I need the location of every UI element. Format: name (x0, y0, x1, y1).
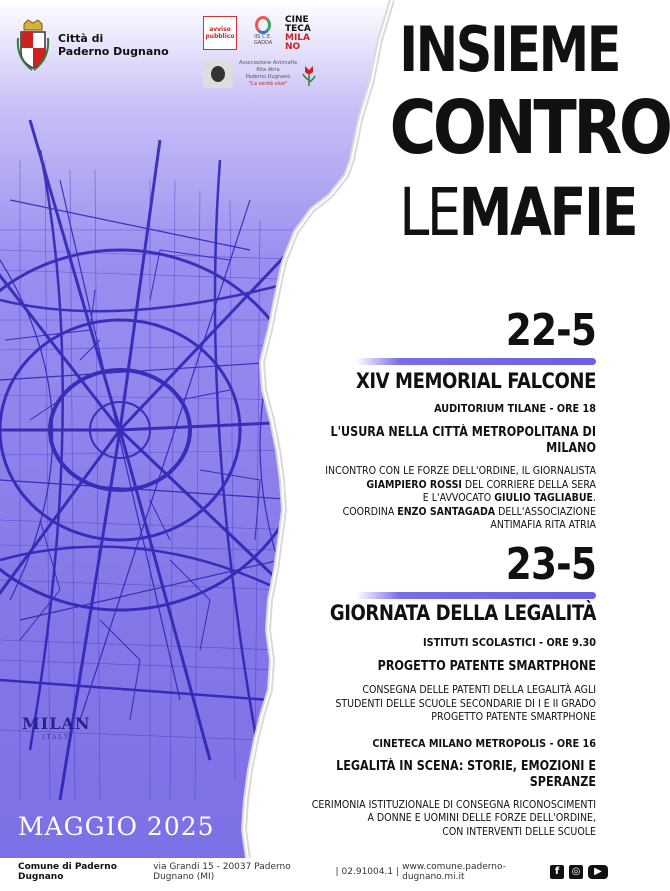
event2-subject2: LEGALITÀ IN SCENA: STORIE, EMOZIONI E SPERANZE (336, 758, 596, 790)
map-country-label: ITALY (42, 734, 70, 741)
event1-desc-line2-rest: DEL CORRIERE DELLA SERA (461, 478, 596, 491)
event2-desc1-line3: PROGETTO PATENTE SMARTPHONE (431, 711, 596, 723)
event2-date: 23-5 (505, 539, 596, 590)
title-line3 (399, 174, 637, 251)
event-month: MAGGIO 2025 (18, 812, 215, 841)
portrait-icon (211, 66, 225, 82)
event1-desc-line4-post: DELL'ASSOCIAZIONE (495, 505, 596, 518)
event2-description2 (266, 799, 596, 840)
cineteca-line2: TECA (285, 24, 311, 34)
event2-desc2-line3: CON INTERVENTI DELLE SCUOLE (442, 825, 596, 838)
event2-location2: CINETECA MILANO METROPOLIS - ORE 16 (372, 736, 596, 750)
youtube-icon[interactable]: ▶ (588, 865, 608, 879)
footer-org: Comune di Paderno Dugnano (18, 862, 117, 882)
event1-section (266, 305, 596, 365)
iis-gadda-text: IIS C.E. GADDA (253, 34, 273, 46)
municipality-logo (16, 18, 169, 72)
event1-desc-line4 (299, 506, 596, 520)
city-line2: Paderno Dugnano (58, 45, 169, 58)
avviso-pubblico-logo (203, 16, 237, 50)
event1-desc-line4-pre: COORDINA (342, 505, 398, 518)
event1-title: XIV MEMORIAL FALCONE (355, 369, 596, 393)
association-line1: Associazione Antimafia (239, 60, 297, 66)
instagram-icon[interactable]: ◎ (569, 865, 583, 879)
rita-atria-association-logo (238, 60, 298, 88)
event1-description (266, 465, 596, 533)
speaker-rossi: GIAMPIERO ROSSI (366, 478, 462, 491)
event2-desc1-line2: STUDENTI DELLE SCUOLE SECONDARIE DI I E II GRADO (335, 697, 596, 710)
event1-desc-line3 (299, 492, 596, 506)
partner-logos (203, 16, 323, 92)
footer-separator: | (335, 867, 339, 877)
event2-desc1-line1: CONSEGNA DELLE PATENTI DELLA LEGALITÀ AGLI (362, 684, 596, 696)
event2-description1 (266, 684, 596, 725)
poster-title (356, 13, 670, 251)
event1-desc-line3-post: . (592, 492, 596, 504)
speaker-tagliabue: GIULIO TAGLIABUE (494, 492, 593, 504)
title-mafie: MAFIE (458, 174, 637, 251)
association-line2: Rita Atria (256, 67, 280, 73)
swirl-icon (255, 16, 271, 34)
speaker-santagada: ENZO SANTAGADA (397, 505, 496, 518)
event1-date: 22-5 (505, 305, 596, 356)
footer-address: via Grandi 15 - 20037 Paderno Dugnano (MI) (153, 862, 291, 882)
tulip-icon (301, 62, 317, 86)
event1-location: AUDITORIUM TILANE - ORE 18 (434, 402, 596, 415)
event2-desc2-line1: CERIMONIA ISTITUZIONALE DI CONSEGNA RICONOSCIMENTI (311, 798, 596, 811)
event1-details (266, 368, 596, 533)
title-line1: INSIEME (399, 13, 620, 86)
facebook-icon[interactable]: f (550, 865, 564, 879)
event2-location1: ISTITUTI SCOLASTICI - ORE 9.30 (423, 636, 596, 649)
avviso-pubblico-text: avviso pubblico (205, 26, 235, 40)
footer (18, 862, 608, 882)
event2-section (266, 539, 596, 599)
map-city-label: MILAN (22, 714, 91, 733)
footer-phone: 02.91004.1 (341, 867, 394, 877)
cineteca-line4: NO (285, 42, 301, 52)
crest-icon (16, 18, 50, 72)
event1-desc-line1: INCONTRO CON LE FORZE DELL'ORDINE, IL GIORNALISTA (325, 465, 596, 477)
event2-title: GIORNATA DELLA LEGALITÀ (329, 601, 596, 625)
cineteca-line3: MILA (285, 33, 311, 43)
iis-gadda-logo (245, 16, 281, 50)
event2-details (266, 600, 596, 839)
event2-desc2-line2: A DONNE E UOMINI DELLE FORZE DELL'ORDINE, (367, 812, 596, 824)
event1-subject: L'USURA NELLA CITTÀ METROPOLITANA DI MILANO (330, 425, 596, 456)
cineteca-line1: CINE (285, 15, 309, 25)
event1-desc-line3-pre: E L'AVVOCATO (422, 492, 495, 504)
association-line3: Paderno Dugnano (245, 74, 291, 80)
event1-brush-stroke (356, 358, 596, 365)
event2-subject1: PROGETTO PATENTE SMARTPHONE (377, 659, 596, 674)
event2-brush-stroke (356, 592, 596, 599)
social-links (550, 865, 608, 879)
title-le: LE (399, 174, 459, 251)
footer-website-link[interactable]: www.comune.paderno-dugnano.mi.it (402, 862, 506, 882)
event1-desc-line5: ANTIMAFIA RITA ATRIA (490, 519, 596, 531)
city-name (58, 32, 169, 58)
city-line1: Città di (58, 32, 104, 45)
association-motto: "La verità vive" (248, 81, 288, 87)
rita-atria-photo (203, 60, 233, 88)
footer-separator: | (396, 867, 400, 877)
title-line2: CONTRO (389, 85, 670, 171)
cineteca-logo (285, 16, 323, 52)
event1-desc-line2 (299, 479, 596, 493)
